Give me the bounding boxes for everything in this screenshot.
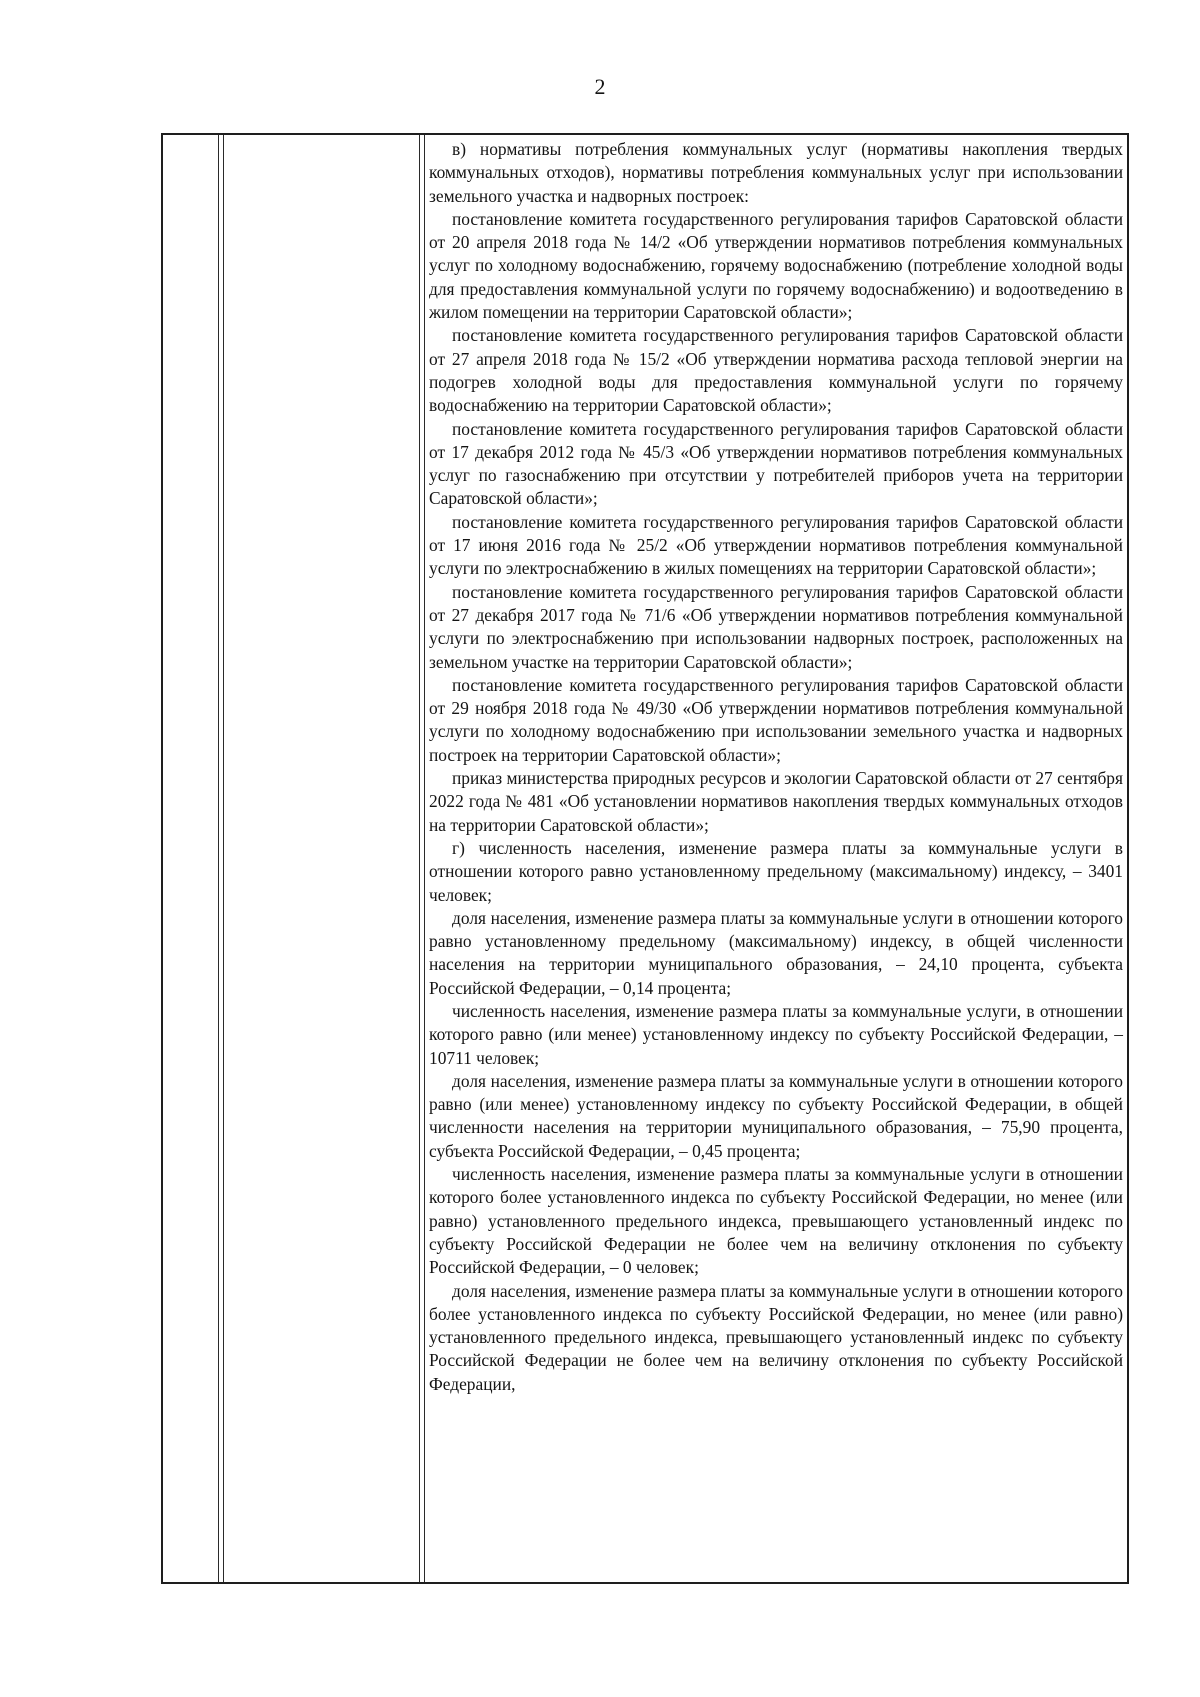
page-number: 2 xyxy=(594,74,606,99)
column-divider xyxy=(223,135,224,1582)
paragraph: г) численность населения, изменение размера платы за коммунальные услуги в отношении которого равно установленному предельному (максимальному) индексу, – 3401 человек; xyxy=(429,837,1123,905)
paragraph: доля населения, изменение размера платы за коммунальные услуги в отношении которого равно (или менее) установленному индексу по субъекту Российской Федерации, в общей численности населения на территории муниципального образования, – 75,90 процента, субъекта Российской Федерации, – 0,45 процента; xyxy=(429,1070,1123,1161)
paragraph: постановление комитета государственного регулирования тарифов Саратовской области от 17 декабря 2012 года № 45/3 «Об утверждении нормативов потребления коммунальных услуг по газоснабжению при отсутствии у потребителей приборов учета на территории Саратовской области»; xyxy=(429,418,1123,509)
paragraph: в) нормативы потребления коммунальных услуг (нормативы накопления твердых коммунальных отходов), нормативы потребления коммунальных услуг при использовании земельного участка и надворных построек: xyxy=(429,139,1123,206)
paragraph: постановление комитета государственного регулирования тарифов Саратовской области от 27 апреля 2018 года № 15/2 «Об утверждении норматива расхода тепловой энергии на подогрев холодной воды для предоставления коммунальной услуги по горячему водоснабжению на территории Саратовской области»; xyxy=(429,325,1123,416)
paragraph: численность населения, изменение размера платы за коммунальные услуги в отношении которого более установленного индекса по субъекту Российской Федерации, но менее (или равно) установленного предельного индекса, превышающего установленный индекс по субъекту Российской Федерации не более чем на величину отклонения по субъекту Российской Федерации, – 0 человек; xyxy=(429,1164,1123,1278)
column-divider xyxy=(424,135,425,1582)
paragraph: численность населения, изменение размера платы за коммунальные услуги, в отношении которого равно (или менее) установленному индексу по субъекту Российской Федерации, – 10711 человек; xyxy=(429,1000,1123,1068)
column-divider xyxy=(218,135,219,1582)
paragraph: постановление комитета государственного регулирования тарифов Саратовской области от 29 ноября 2018 года № 49/30 «Об утверждении нормативов потребления коммунальной услуги по холодному водоснабжению при использовании земельного участка и надворных построек на территории Саратовской области»; xyxy=(429,674,1123,765)
paragraph: доля населения, изменение размера платы за коммунальные услуги в отношении которого равно установленному предельному (максимальному) индексу, в общей численности населения на территории муниципального образования, – 24,10 процента, субъекта Российской Федерации, – 0,14 процента; xyxy=(429,907,1123,998)
paragraph: доля населения, изменение размера платы за коммунальные услуги в отношении которого более установленного индекса по субъекту Российской Федерации, но менее (или равно) установленного предельного индекса, превышающего установленный индекс по субъекту Российской Федерации не более чем на величину отклонения по субъекту Российской Федерации, xyxy=(429,1280,1123,1394)
paragraph: постановление комитета государственного регулирования тарифов Саратовской области от 17 июня 2016 года № 25/2 «Об утверждении нормативов потребления коммунальной услуги по электроснабжению в жилых помещениях на территории Саратовской области»; xyxy=(429,511,1123,579)
table-cell-text xyxy=(429,138,1123,1396)
paragraph: постановление комитета государственного регулирования тарифов Саратовской области от 20 апреля 2018 года № 14/2 «Об утверждении нормативов потребления коммунальных услуг по холодному водоснабжению, горячему водоснабжению (потребление холодной воды для предоставления коммунальной услуги по горячему водоснабжению) и водоотведению в жилом помещении на территории Саратовской области»; xyxy=(429,208,1123,323)
paragraph: приказ министерства природных ресурсов и экологии Саратовской области от 27 сентября 2022 года № 481 «Об установлении нормативов накопления твердых коммунальных отходов на территории Саратовской области»; xyxy=(429,768,1123,835)
column-divider xyxy=(419,135,420,1582)
paragraph: постановление комитета государственного регулирования тарифов Саратовской области от 27 декабря 2017 года № 71/6 «Об утверждении нормативов потребления коммунальной услуги по электроснабжению при использовании надворных построек, расположенных на земельном участке на территории Саратовской области»; xyxy=(429,581,1123,672)
document-table xyxy=(161,133,1129,1584)
